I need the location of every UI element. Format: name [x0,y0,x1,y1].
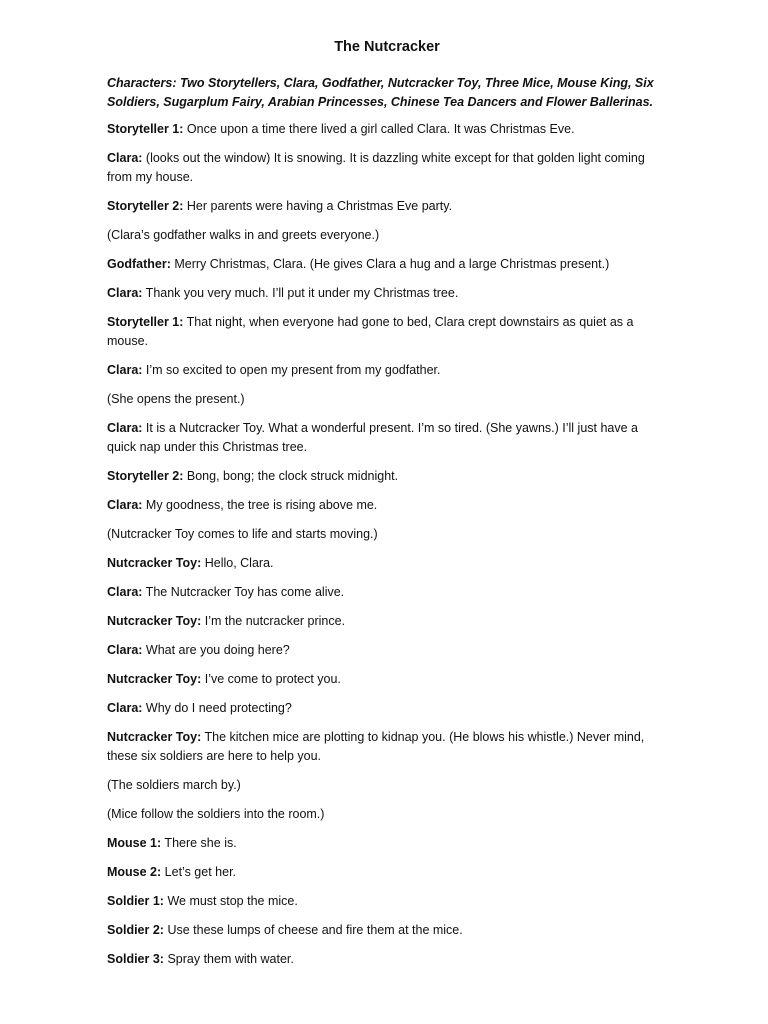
script-line [107,390,667,409]
script-line [107,863,667,882]
script-line [107,641,667,660]
stage-direction: (Clara’s godfather walks in and greets everyone.) [107,228,380,242]
script-line [107,226,667,245]
dialogue-text: Once upon a time there lived a girl called Clara. It was Christmas Eve. [183,122,575,136]
speaker-name: Soldier 2: [107,923,164,937]
script-line [107,921,667,940]
dialogue-text: We must stop the mice. [163,894,298,908]
script-line [107,255,667,274]
speaker-name: Soldier 1: [107,894,164,908]
dialogue-text: What are you doing here? [142,643,290,657]
stage-direction: (Nutcracker Toy comes to life and starts moving.) [107,527,378,541]
dialogue-text: My goodness, the tree is rising above me. [142,498,378,512]
dialogue-text: Thank you very much. I’ll put it under my Christmas tree. [142,286,459,300]
speaker-name: Nutcracker Toy: [107,614,202,628]
speaker-name: Clara: [107,421,143,435]
speaker-name: Storyteller 2: [107,199,184,213]
dialogue-text: Hello, Clara. [201,556,274,570]
script-line [107,284,667,303]
speaker-name: Nutcracker Toy: [107,730,202,744]
script-line [107,950,667,969]
dialogue-text: Her parents were having a Christmas Eve party. [183,199,453,213]
speaker-name: Clara: [107,151,143,165]
script-line [107,805,667,824]
script-line [107,361,667,380]
script-lines [107,120,667,969]
dialogue-text: There she is. [161,836,237,850]
dialogue-text: Why do I need protecting? [142,701,292,715]
script-line [107,525,667,544]
script-line [107,467,667,486]
speaker-name: Clara: [107,286,143,300]
script-line [107,496,667,515]
script-line [107,554,667,573]
dialogue-text: That night, when everyone had gone to bed, Clara crept downstairs as quiet as a mouse. [107,315,634,348]
document-page [107,38,667,979]
dialogue-text: Let’s get her. [161,865,237,879]
speaker-name: Mouse 1: [107,836,162,850]
document-title: The Nutcracker [334,39,440,55]
script-line [107,419,667,457]
script-line [107,892,667,911]
speaker-name: Clara: [107,585,143,599]
dialogue-text: I’m so excited to open my present from my godfather. [142,363,441,377]
script-line [107,583,667,602]
stage-direction: (Mice follow the soldiers into the room.) [107,807,325,821]
dialogue-text: The kitchen mice are plotting to kidnap you. (He blows his whistle.) Never mind, these six soldiers are here to help you. [107,730,645,763]
dialogue-text: Bong, bong; the clock struck midnight. [183,469,399,483]
speaker-name: Clara: [107,363,143,377]
script-line [107,313,667,351]
dialogue-text: I’m the nutcracker prince. [201,614,346,628]
speaker-name: Storyteller 1: [107,122,184,136]
script-line [107,120,667,139]
script-line [107,776,667,795]
script-line [107,612,667,631]
stage-direction: (The soldiers march by.) [107,778,241,792]
speaker-name: Godfather: [107,257,171,271]
dialogue-text: The Nutcracker Toy has come alive. [142,585,345,599]
script-line [107,149,667,187]
dialogue-text: (looks out the window) It is snowing. It is dazzling white except for that golden light coming from my house. [107,151,645,184]
speaker-name: Storyteller 1: [107,315,184,329]
stage-direction: (She opens the present.) [107,392,245,406]
speaker-name: Clara: [107,498,143,512]
script-line [107,670,667,689]
characters-list: Characters: Two Storytellers, Clara, Godfather, Nutcracker Toy, Three Mice, Mouse King, Six Soldiers, Sugarplum Fairy, Arabian Princesses, Chinese Tea Dancers and Flower Ballerinas. [107,76,654,109]
script-line [107,197,667,216]
speaker-name: Clara: [107,643,143,657]
dialogue-text: Use these lumps of cheese and fire them at the mice. [163,923,463,937]
speaker-name: Mouse 2: [107,865,162,879]
dialogue-text: Merry Christmas, Clara. (He gives Clara a hug and a large Christmas present.) [170,257,610,271]
dialogue-text: I’ve come to protect you. [201,672,341,686]
script-line [107,834,667,853]
speaker-name: Clara: [107,701,143,715]
script-line [107,699,667,718]
speaker-name: Nutcracker Toy: [107,556,202,570]
dialogue-text: Spray them with water. [163,952,294,966]
speaker-name: Storyteller 2: [107,469,184,483]
speaker-name: Soldier 3: [107,952,164,966]
dialogue-text: It is a Nutcracker Toy. What a wonderful present. I’m so tired. (She yawns.) I’ll just have a quick nap under this Christmas tree. [107,421,639,454]
speaker-name: Nutcracker Toy: [107,672,202,686]
script-line [107,728,667,766]
